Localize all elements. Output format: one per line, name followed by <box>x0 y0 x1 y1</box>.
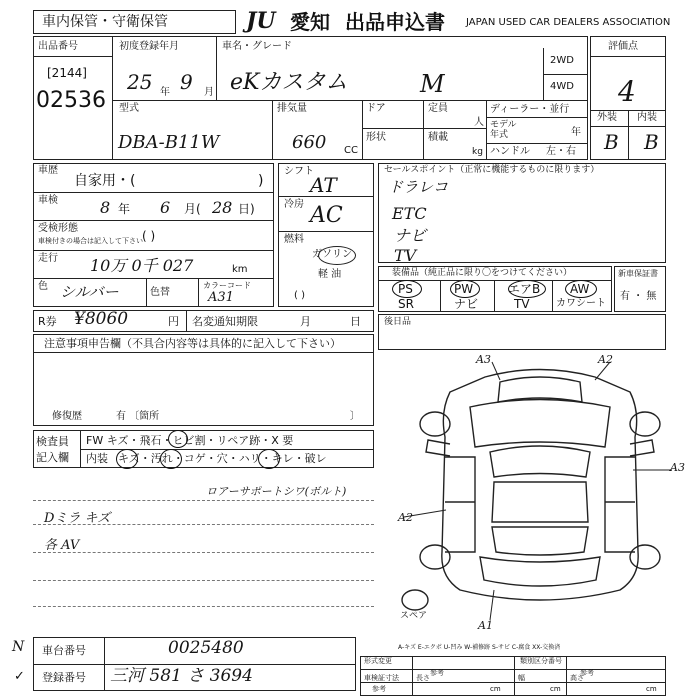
divider <box>33 278 274 279</box>
divider <box>33 56 112 57</box>
spare-wheel <box>402 590 428 610</box>
divider <box>486 117 588 118</box>
damage-legend: A-キズ E-エクボ U-凹み W-補修跡 S-サビ C-腐食 XX-交換済 <box>398 644 561 651</box>
color-label: 色 <box>38 281 48 292</box>
model-value: DBA-B11W <box>118 132 220 153</box>
exterior-label: 外装 <box>597 112 617 123</box>
divider <box>104 637 105 691</box>
r-value: ¥8060 <box>74 309 129 329</box>
front-right-wheel <box>630 412 660 436</box>
equip-pw: PW <box>454 282 474 296</box>
displacement-value: 660 <box>292 132 327 153</box>
damage-code-a3-right: A3 <box>670 461 685 474</box>
divider <box>33 192 274 193</box>
divider <box>33 352 374 353</box>
divider <box>412 656 413 696</box>
lot-label: 出品番号 <box>38 41 78 52</box>
car-body-outline <box>442 370 638 601</box>
reg-number-value: 三河 581 さ 3694 <box>110 666 253 686</box>
divider <box>360 669 666 670</box>
left-mirror <box>426 440 450 456</box>
first-reg-label: 初度登録年月 <box>119 41 179 52</box>
mileage-label: 走行 <box>38 253 58 264</box>
model-year-label: モデル 年式 <box>490 120 517 140</box>
rating-label: 評価点 <box>608 41 638 52</box>
tear-circle <box>258 449 280 469</box>
divider <box>486 143 588 144</box>
repair-close: 〕 <box>350 411 360 422</box>
model-label: 型式 <box>119 103 139 114</box>
ref-label: 参考 <box>372 685 386 693</box>
cooling-value: AC <box>310 203 343 228</box>
equip-seat: カワシート <box>556 298 606 309</box>
inspection-month: 6 <box>160 198 171 217</box>
note-3: 各 AV <box>44 538 80 553</box>
damage-code-a2-top: A2 <box>598 353 613 366</box>
note-line <box>33 552 374 553</box>
shape-label: 形状 <box>366 132 386 143</box>
displacement-label: 排気量 <box>277 103 307 114</box>
name-change-month: 月 <box>300 315 311 328</box>
divider <box>628 110 629 160</box>
divider <box>423 100 424 160</box>
exterior-grade: B <box>604 130 619 154</box>
equip-sr: SR <box>398 297 414 311</box>
divider <box>216 36 217 100</box>
width-unit: 幅 <box>518 674 525 682</box>
note-line <box>33 500 374 501</box>
divider <box>198 278 199 307</box>
repair-value: 有 〔箇所 <box>116 411 160 422</box>
sales-point-1: ドラレコ <box>388 178 449 196</box>
width-cm: cm <box>550 685 561 693</box>
inspection-day: 28 <box>212 198 233 217</box>
equip-tv: TV <box>514 297 530 311</box>
category-sub: 参考 <box>580 669 594 677</box>
inspection-label: 車検 <box>38 195 58 206</box>
divider <box>566 656 567 696</box>
handle-options: 左・右 <box>546 146 576 157</box>
shift-value: AT <box>310 173 337 197</box>
inspector-label1: 検査員 <box>36 435 69 448</box>
fuel-diesel: 軽 油 <box>318 269 342 280</box>
storage-label: 車内保管・守衛保管 <box>42 14 168 30</box>
footer-right-box <box>360 656 666 696</box>
left-doors <box>445 457 475 552</box>
color-code-value: A31 <box>208 290 234 305</box>
drive-2wd: 2WD <box>550 55 574 66</box>
length-label: 車検証寸法 <box>364 674 399 682</box>
model-year-unit: 年 <box>571 127 581 138</box>
warranty-label: 新車保証書 <box>618 269 658 278</box>
fw-row: FW キズ・飛石・ヒビ割・リペア跡・X 要 <box>86 434 294 447</box>
cooling-label: 冷房 <box>284 199 304 210</box>
height-cm: cm <box>646 685 657 693</box>
shift-label: シフト <box>284 166 314 177</box>
lot-number: 02536 <box>36 88 106 113</box>
notes-header: 注意事項申告欄（不具合内容等は具体的に記入して下さい） <box>44 337 341 350</box>
stain-circle <box>160 449 182 469</box>
mileage-unit: km <box>232 264 248 275</box>
divider <box>186 310 187 332</box>
fuel-gas-circle <box>318 246 356 265</box>
lot-bracket: [2144] <box>47 66 87 80</box>
interior-row-label: 内装 <box>86 452 108 465</box>
reg-month-unit: 月 <box>204 87 214 98</box>
divider <box>33 220 274 221</box>
equip-aw-circle <box>565 280 597 298</box>
color-value: シルバー <box>60 283 119 301</box>
equip-airbag: エアB <box>508 282 541 296</box>
mileage-value: 10万 0千 027 <box>90 256 194 275</box>
note-1: ロアーサポートシワ(ボルト) <box>206 485 347 498</box>
name-change-label: 名変通知期限 <box>192 315 258 328</box>
fuel-label: 燃料 <box>284 234 304 245</box>
association-name: JAPAN USED CAR DEALERS ASSOCIATION <box>466 17 671 28</box>
post-entry-label: 後日品 <box>384 317 412 327</box>
right-mirror <box>630 440 654 456</box>
form-change-label: 形式変更 <box>364 657 392 665</box>
mark-check: ✓ <box>14 669 25 684</box>
windshield <box>490 446 590 477</box>
load-unit: kg <box>472 147 483 157</box>
inspection-year: 8 <box>100 198 111 217</box>
warranty-options: 有 ・ 無 <box>620 291 657 302</box>
front-left-wheel <box>420 412 450 436</box>
form-change-sub: 参考 <box>430 669 444 677</box>
chassis-value: 0025480 <box>168 638 244 658</box>
divider <box>514 656 515 696</box>
equip-ps: PS <box>398 282 413 296</box>
divider <box>33 664 356 665</box>
damage-code-a1: A1 <box>478 619 493 632</box>
length-cm: cm <box>490 685 501 693</box>
equip-aw: AW <box>570 282 590 296</box>
damage-code-a3-top: A3 <box>476 353 491 366</box>
divider <box>360 682 666 683</box>
hood <box>470 400 610 448</box>
capacity-unit: 人 <box>474 117 484 128</box>
org-name: 愛知 <box>290 10 330 34</box>
reg-year: 25 <box>127 70 153 94</box>
divider <box>552 280 553 312</box>
equip-ps-circle <box>392 280 422 298</box>
roof <box>492 482 588 522</box>
rear-right-wheel <box>630 545 660 569</box>
divider <box>590 56 666 57</box>
front-bumper <box>498 377 582 402</box>
sales-point-4: TV <box>394 246 417 265</box>
spare-label: スペア <box>400 611 428 621</box>
ju-logo: JU <box>246 8 276 34</box>
divider <box>278 231 374 232</box>
interior-grade: B <box>644 130 659 154</box>
divider <box>486 100 487 160</box>
divider <box>112 100 588 101</box>
interior-row: キズ・汚れ・コゲ・穴・ハリ・キレ・破レ <box>118 452 327 465</box>
rear-window <box>492 527 588 555</box>
sales-point-2: ETC <box>392 204 427 223</box>
post-entry-box <box>378 314 666 350</box>
history-value: 自家用・( <box>74 173 136 189</box>
inspection-year-unit: 年 <box>118 202 131 216</box>
rear-left-wheel <box>420 545 450 569</box>
note-line <box>33 580 374 581</box>
door-label: ドア <box>366 103 386 114</box>
divider <box>146 278 147 307</box>
car-diagram <box>390 352 690 622</box>
r-yen: 円 <box>168 315 179 328</box>
rating-score: 4 <box>618 75 636 108</box>
drive-4wd: 4WD <box>550 81 574 92</box>
divider <box>272 100 273 160</box>
equip-airbag-circle <box>508 280 546 298</box>
cc-unit: CC <box>344 145 358 156</box>
divider <box>33 250 274 251</box>
damage-code-a2-left: A2 <box>398 511 413 524</box>
mark-n: N <box>12 639 25 655</box>
flying-stone-circle <box>168 430 188 448</box>
chassis-label: 車台番号 <box>42 644 86 657</box>
color-change-label: 色替 <box>150 287 170 298</box>
right-doors <box>605 457 635 552</box>
handle-label: ハンドル <box>490 146 530 157</box>
history-close: ) <box>258 173 264 189</box>
divider <box>362 128 486 129</box>
length-unit: 長さ <box>416 674 430 682</box>
receipt-sub: 車検付きの場合は記入して下さい <box>38 237 143 245</box>
divider <box>112 36 113 160</box>
scratch-circle <box>116 449 138 469</box>
sales-points-label: セールスポイント（正常に機能するものに限ります） <box>384 165 600 175</box>
equipment-label: 装備品（純正品に限り〇をつけてください） <box>392 268 573 278</box>
inspection-day-unit: 日) <box>238 202 255 216</box>
equip-navi: ナビ <box>454 297 479 311</box>
capacity-label: 定員 <box>428 103 448 114</box>
category-label: 類別区分番号 <box>520 657 562 665</box>
dealer-label: ディーラー・並行 <box>490 104 570 115</box>
name-change-day: 日 <box>350 315 361 328</box>
fuel-gas: ガソリン <box>312 249 352 260</box>
sales-point-3: ナビ <box>394 226 427 245</box>
reg-month: 9 <box>180 70 193 94</box>
r-label: R券 <box>38 315 57 328</box>
load-label: 積載 <box>428 132 448 143</box>
reg-number-label: 登録番号 <box>42 671 86 684</box>
inspector-label2: 記入欄 <box>36 451 69 464</box>
receipt-paren: ( ) <box>142 229 156 243</box>
car-name: eKカスタム <box>230 70 348 95</box>
car-grade: M <box>420 70 445 98</box>
note-2: Dミラ キズ <box>44 511 111 526</box>
divider <box>494 280 495 312</box>
history-label: 車歴 <box>38 165 58 176</box>
height-unit: 高さ <box>570 674 584 682</box>
receipt-label: 受検形態 <box>38 223 78 234</box>
fuel-paren: ( ) <box>294 290 305 301</box>
note-line <box>33 606 374 607</box>
interior-label: 内装 <box>637 112 657 123</box>
divider <box>440 280 441 312</box>
inspection-month-unit: 月( <box>184 202 201 216</box>
divider <box>590 126 666 127</box>
equip-pw-circle <box>450 280 480 298</box>
reg-year-unit: 年 <box>160 87 170 98</box>
rear-hatch <box>480 557 600 586</box>
color-code-label: カラーコード <box>203 281 251 290</box>
form-title: 出品申込書 <box>345 10 445 34</box>
repair-label: 修復歴 <box>52 411 82 422</box>
name-grade-label: 車名・グレード <box>222 41 292 52</box>
divider <box>543 74 588 75</box>
divider <box>362 100 363 160</box>
